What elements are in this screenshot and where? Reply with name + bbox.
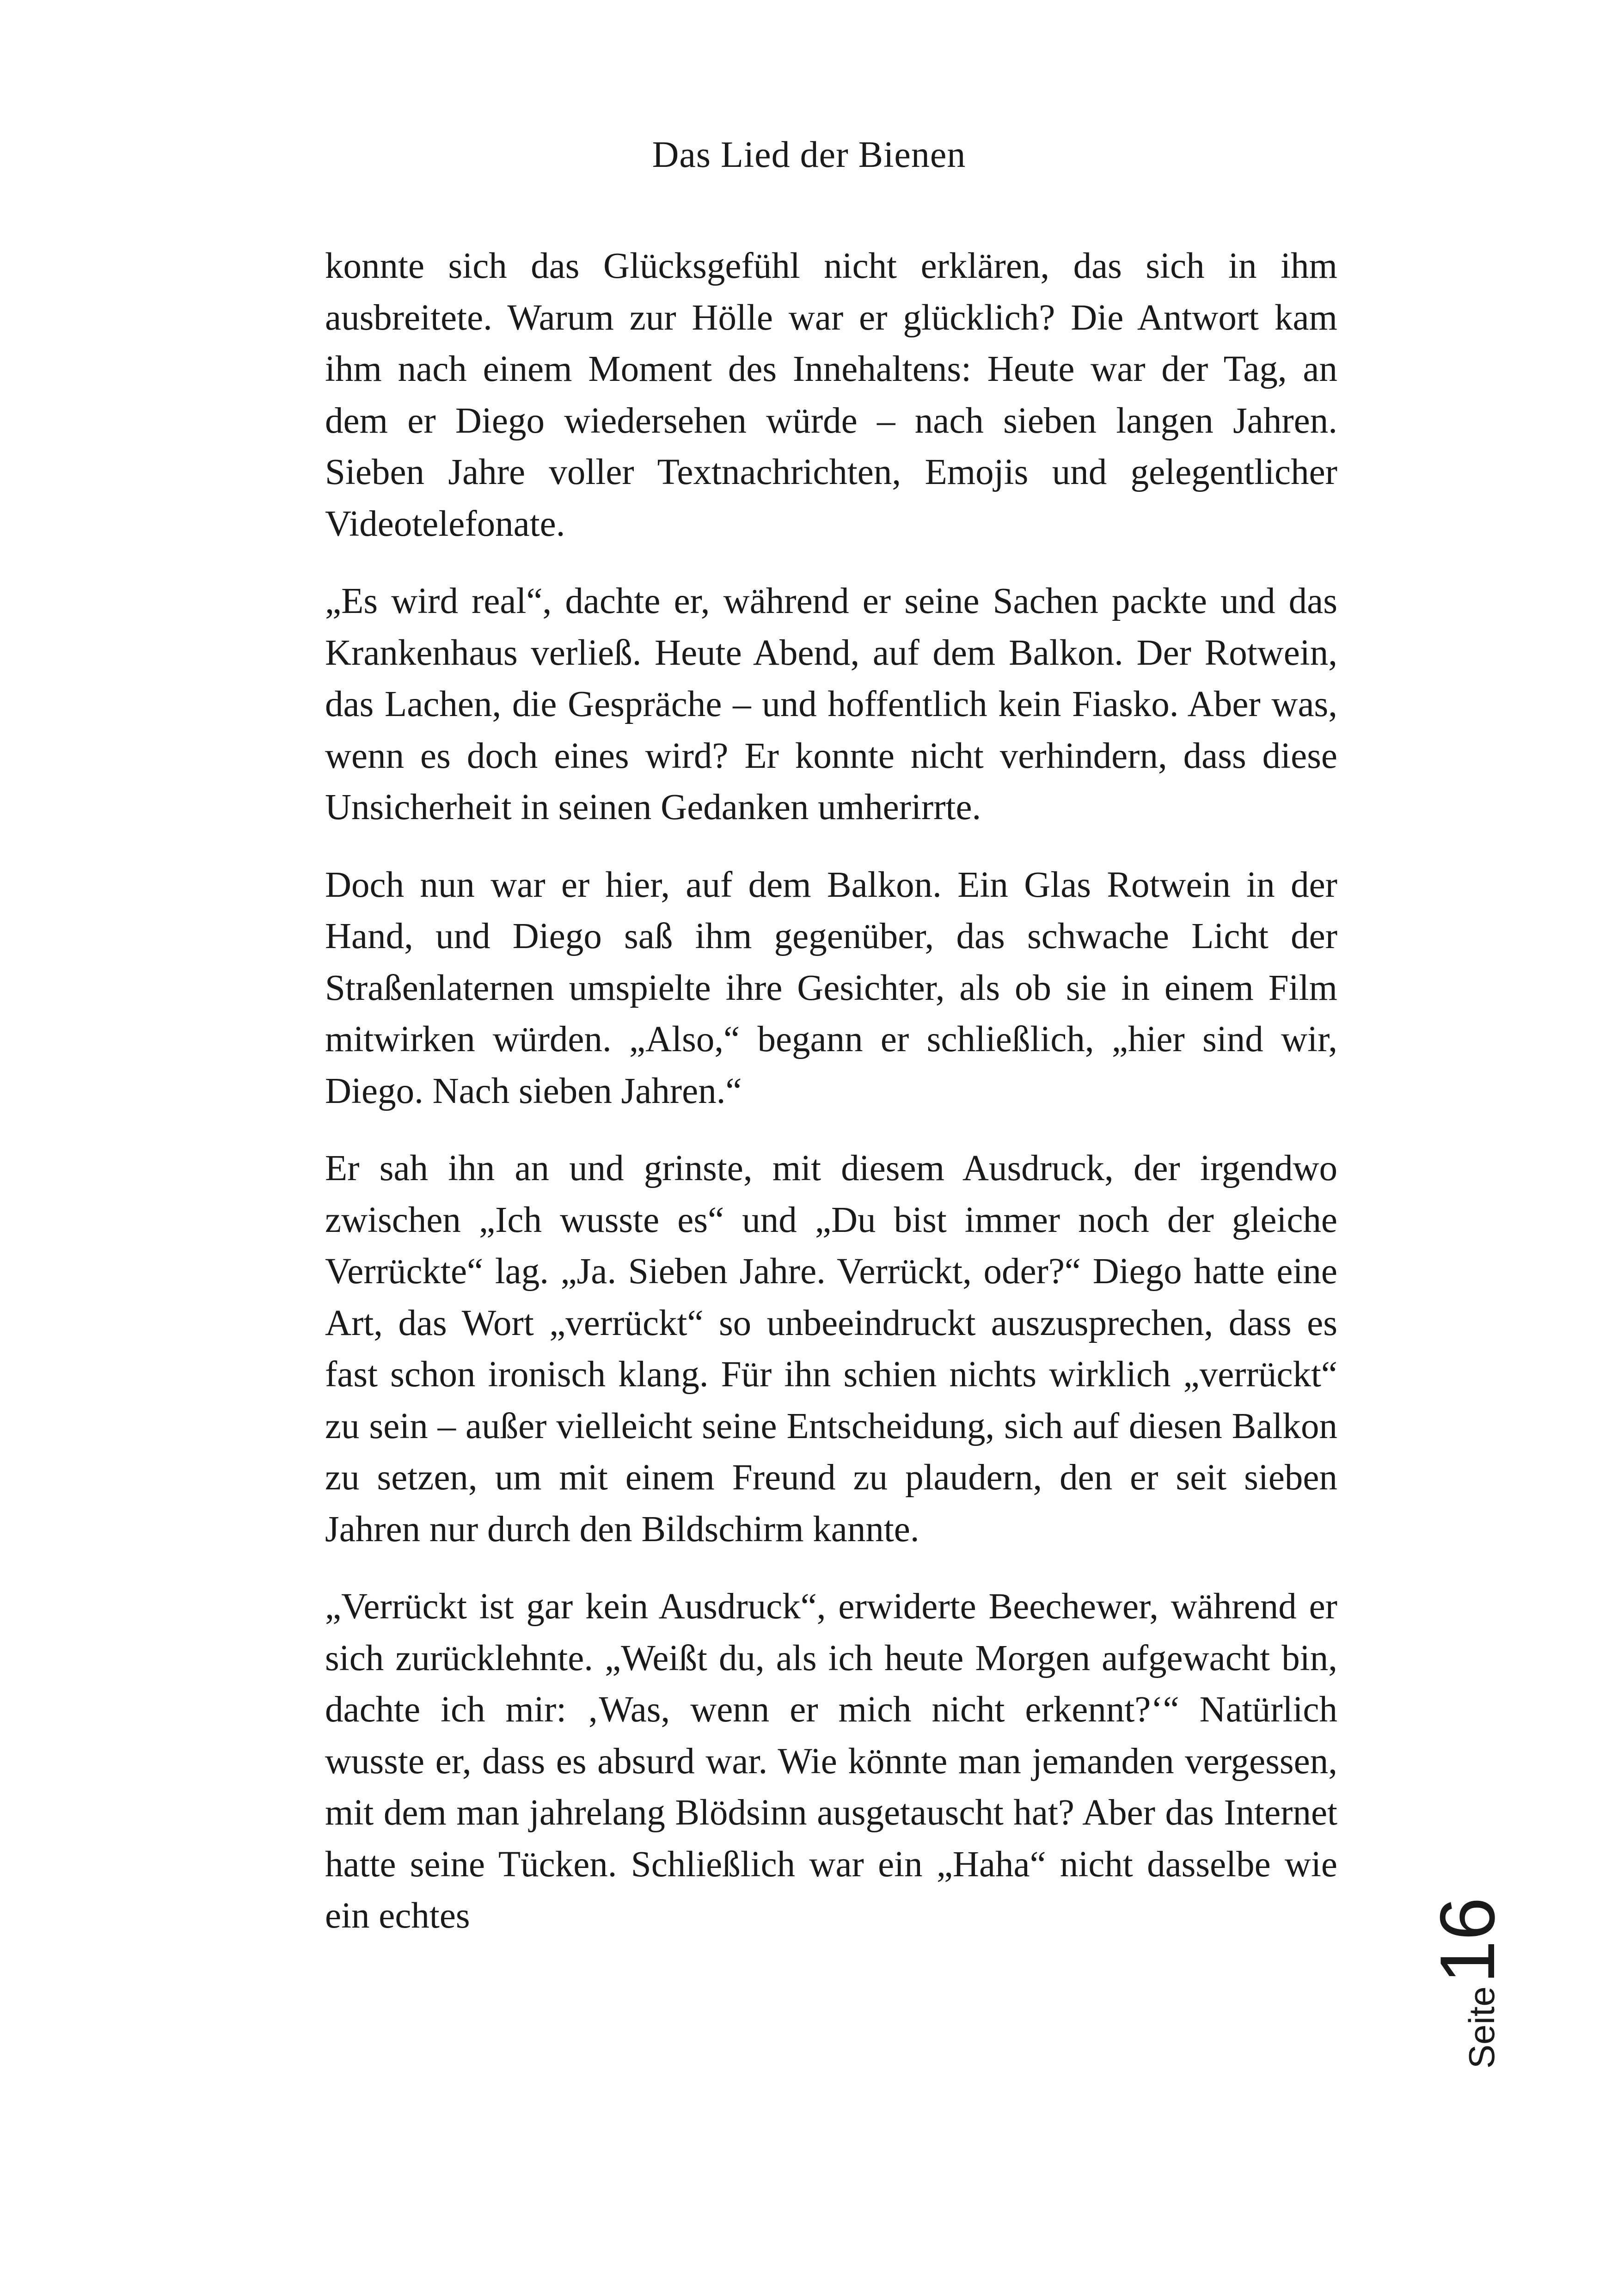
paragraph: konnte sich das Glücksgefühl nicht erklären, das sich in ihm ausbreitete. Warum zur Hölle war er glücklich? Die Antwort kam ihm nach einem Moment des Innehaltens: Heute war der Tag, an dem er Diego wiedersehen würde – nach sieben langen Jahren. Sieben Jahre voller Textnachrichten, Emojis und gelegentlicher Videotelefonate.	[325, 246, 1337, 544]
page-number-label	[1424, 1884, 1521, 2069]
running-header	[0, 132, 1618, 178]
paragraph: Doch nun war er hier, auf dem Balkon. Ein Glas Rotwein in der Hand, und Diego saß ihm gegenüber, das schwache Licht der Straßenlaternen umspielte ihre Gesichter, als ob sie in einem Film mitwirken würden. „Also,“ begann er schließlich, „hier sind wir, Diego. Nach sieben Jahren.“	[325, 864, 1337, 1111]
paragraph: „Es wird real“, dachte er, während er seine Sachen packte und das Krankenhaus verließ. Heute Abend, auf dem Balkon. Der Rotwein, das Lachen, die Gespräche – und hoffentlich kein Fiasko. Aber was, wenn es doch eines wird? Er konnte nicht verhindern, dass diese Unsicherheit in seinen Gedanken umherirrte.	[325, 581, 1337, 827]
page-number: 16	[1424, 1897, 1511, 1984]
book-title: Das Lied der Bienen	[652, 135, 966, 175]
paragraph: „Verrückt ist gar kein Ausdruck“, erwiderte Beechewer, während er sich zurücklehnte. „Weißt du, als ich heute Morgen aufgewacht bin, dachte ich mir: ‚Was, wenn er mich nicht erkennt?‘“ Natürlich wusste er, dass es absurd war. Wie könnte man jemanden vergessen, mit dem man jahrelang Blödsinn ausgetauscht hat? Aber das Internet hatte seine Tücken. Schließlich war ein „Haha“ nicht dasselbe wie ein echtes	[325, 1586, 1337, 1936]
paragraph: Er sah ihn an und grinste, mit diesem Ausdruck, der irgendwo zwischen „Ich wusste es“ und „Du bist immer noch der gleiche Verrückte“ lag. „Ja. Sieben Jahre. Verrückt, oder?“ Diego hatte eine Art, das Wort „verrückt“ so unbeeindruckt auszusprechen, dass es fast schon ironisch klang. Für ihn schien nichts wirklich „verrückt“ zu sein – außer vielleicht seine Entscheidung, sich auf diesen Balkon zu setzen, um mit einem Freund zu plaudern, den er seit sieben Jahren nur durch den Bildschirm kannte.	[325, 1148, 1337, 1549]
page-word: Seite	[1461, 1986, 1502, 2069]
body-text	[325, 240, 1337, 1942]
